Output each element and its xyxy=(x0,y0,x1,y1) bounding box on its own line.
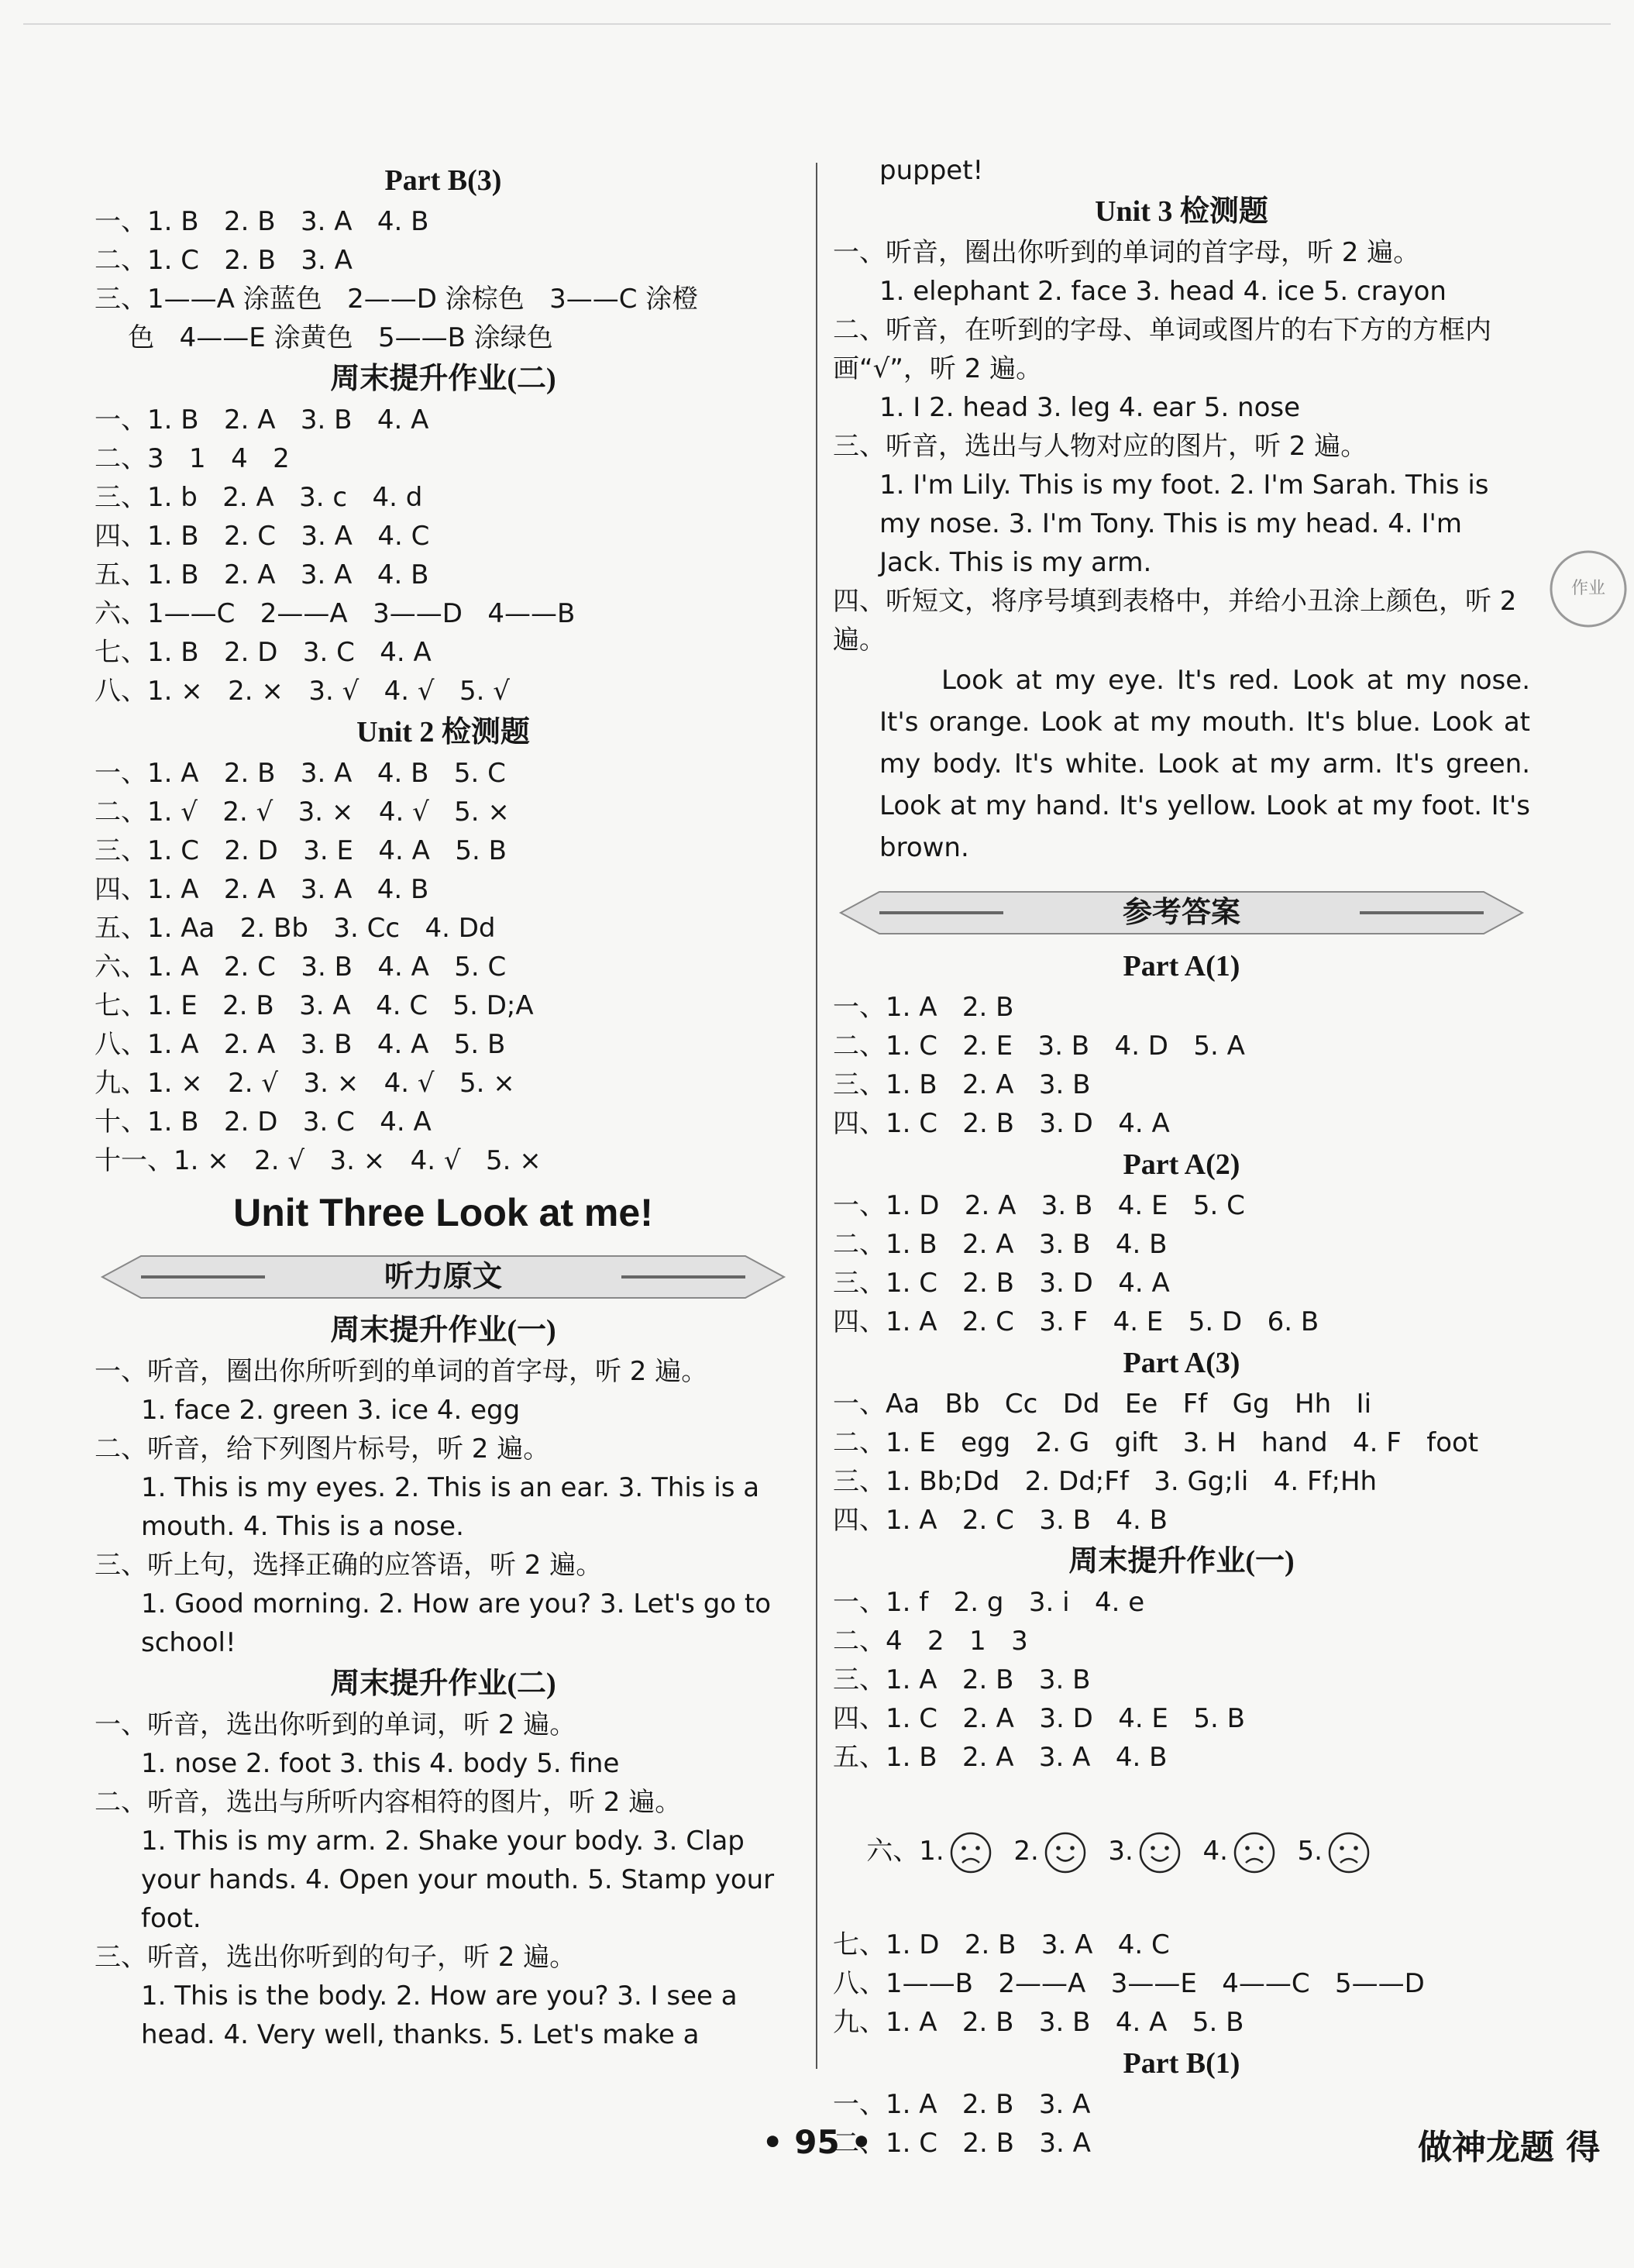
section-title: Unit 3 检测题 xyxy=(1095,195,1268,228)
answer-line: 一、Aa Bb Cc Dd Ee Ff Gg Hh Ii xyxy=(833,1389,1372,1420)
answer-line: 十一、1. × 2. √ 3. × 4. √ 5. × xyxy=(95,1145,542,1176)
answer-line: 二、1. B 2. A 3. B 4. B xyxy=(833,1229,1168,1260)
answer-line: 三、1. A 2. B 3. B xyxy=(833,1664,1091,1695)
answer-line: 五、1. B 2. A 3. A 4. B xyxy=(95,559,429,590)
transcript-passage: Look at my eye. It's red. Look at my nose. It's orange. Look at my mouth. It's blue. Look at my body. It's white. Look at my arm. It's green. Look at my hand. It's yellow. Look at my foot. It's brown. xyxy=(879,665,1530,863)
banner-label: 参考答案 xyxy=(1122,895,1240,929)
section-banner xyxy=(95,1248,792,1306)
section-title: 周末提升作业(一) xyxy=(330,1314,556,1347)
section-title: Part A(1) xyxy=(1123,950,1240,983)
answer-line: 一、1. A 2. B 3. A 4. B 5. C xyxy=(95,758,506,789)
transcript-line: 1. elephant 2. face 3. head 4. ice 5. crayon xyxy=(879,276,1447,307)
answer-line: 二、1. C 2. B 3. A xyxy=(833,2128,1091,2159)
page-top-rule xyxy=(23,23,1611,25)
answer-line: 六、1——C 2——A 3——D 4——B xyxy=(95,598,576,629)
question-line: 三、听音，选出与人物对应的图片，听 2 遍。 xyxy=(833,431,1367,462)
question-line: 一、听音，选出你听到的单词，听 2 遍。 xyxy=(95,1709,576,1740)
answer-line: 色 4——E 涂黄色 5——B 涂绿色 xyxy=(95,322,553,353)
answer-line: 二、4 2 1 3 xyxy=(833,1626,1028,1657)
transcript-line: 1. face 2. green 3. ice 4. egg xyxy=(141,1395,521,1426)
answer-line: 二、1. E egg 2. G gift 3. H hand 4. F foot xyxy=(833,1427,1479,1458)
answer-line: 二、3 1 4 2 xyxy=(95,443,290,474)
answer-line: 八、1. A 2. A 3. B 4. A 5. B xyxy=(95,1029,506,1060)
answer-line: 九、1. × 2. √ 3. × 4. √ 5. × xyxy=(95,1068,515,1099)
answer-line: 三、1. B 2. A 3. B xyxy=(833,1069,1091,1100)
face-number: 3. xyxy=(1108,1836,1133,1867)
answer-line: 二、1. √ 2. √ 3. × 4. √ 5. × xyxy=(95,797,510,828)
answer-line: 五、1. B 2. A 3. A 4. B xyxy=(833,1742,1168,1773)
section-title: 周末提升作业(二) xyxy=(330,1667,556,1700)
question-line: 二、听音，给下列图片标号，听 2 遍。 xyxy=(95,1433,550,1464)
homework-stamp-icon xyxy=(1542,542,1634,635)
transcript-line: 1. I 2. head 3. leg 4. ear 5. nose xyxy=(879,392,1301,423)
column-divider xyxy=(816,163,817,2069)
answer-line: 三、1——A 涂蓝色 2——D 涂棕色 3——C 涂橙 xyxy=(95,284,699,315)
question-line: 二、听音，在听到的字母、单词或图片的右下方的方框内画“√”，听 2 遍。 xyxy=(833,315,1491,384)
face-number: 4. xyxy=(1202,1836,1228,1867)
answer-line-faces xyxy=(833,1777,1530,1926)
left-column xyxy=(95,159,792,2054)
question-line: 三、听上句，选择正确的应答语，听 2 遍。 xyxy=(95,1550,603,1581)
answer-line: 四、1. A 2. C 3. F 4. E 5. D 6. B xyxy=(833,1306,1319,1337)
answer-line: 一、1. A 2. B xyxy=(833,992,1014,1023)
face-number: 5. xyxy=(1297,1836,1323,1867)
face-answers xyxy=(919,1836,1391,1867)
sad-face-icon xyxy=(949,1831,992,1874)
answer-line: 七、1. D 2. B 3. A 4. C xyxy=(833,1929,1170,1960)
answer-line: 四、1. A 2. C 3. B 4. B xyxy=(833,1505,1168,1536)
answer-line: 四、1. C 2. A 3. D 4. E 5. B xyxy=(833,1703,1245,1734)
question-line: 四、听短文，将序号填到表格中，并给小丑涂上颜色，听 2 遍。 xyxy=(833,586,1517,656)
answer-line: 七、1. B 2. D 3. C 4. A xyxy=(95,637,432,668)
answer-line: 二、1. C 2. B 3. A xyxy=(95,245,353,276)
transcript-line: 1. I'm Lily. This is my foot. 2. I'm Sarah. This is my nose. 3. I'm Tony. This is my head. 4. I'm Jack. This is my arm. xyxy=(879,470,1489,578)
transcript-line: 1. This is my arm. 2. Shake your body. 3. Clap your hands. 4. Open your mouth. 5. Stamp your foot. xyxy=(141,1826,775,1934)
transcript-line: 1. nose 2. foot 3. this 4. body 5. fine xyxy=(141,1748,620,1779)
page-number: • 95 • xyxy=(762,2123,872,2161)
section-title: Part A(2) xyxy=(1123,1148,1240,1181)
transcript-continuation: puppet! xyxy=(879,155,984,186)
answer-line: 二、1. C 2. E 3. B 4. D 5. A xyxy=(833,1031,1245,1062)
section-title: 周末提升作业(一) xyxy=(1068,1545,1295,1578)
answer-line: 四、1. A 2. A 3. A 4. B xyxy=(95,874,429,905)
section-title: Part B(1) xyxy=(1123,2047,1240,2080)
answer-line: 四、1. B 2. C 3. A 4. C xyxy=(95,521,430,552)
banner-label: 听力原文 xyxy=(384,1259,502,1293)
answer-line: 一、1. f 2. g 3. i 4. e xyxy=(833,1587,1145,1618)
transcript-line: 1. This is the body. 2. How are you? 3. I see a head. 4. Very well, thanks. 5. Let's make a xyxy=(141,1981,738,2050)
face-number: 2. xyxy=(1013,1836,1039,1867)
happy-face-icon xyxy=(1138,1831,1182,1874)
answer-line: 八、1. × 2. × 3. √ 4. √ 5. √ xyxy=(95,676,510,707)
answer-line: 三、1. C 2. D 3. E 4. A 5. B xyxy=(95,835,507,866)
answer-line: 六、1. A 2. C 3. B 4. A 5. C xyxy=(95,952,507,983)
answer-line: 三、1. C 2. B 3. D 4. A xyxy=(833,1268,1170,1299)
face-number: 1. xyxy=(919,1836,944,1867)
question-line: 二、听音，选出与所听内容相符的图片，听 2 遍。 xyxy=(95,1787,682,1818)
brand-footer: 做神龙题 得 xyxy=(1418,2128,1601,2167)
question-line: 一、听音，圈出你所听到的单词的首字母，听 2 遍。 xyxy=(95,1356,708,1387)
sad-face-icon xyxy=(1233,1831,1276,1874)
question-line: 三、听音，选出你听到的句子，听 2 遍。 xyxy=(95,1942,576,1973)
question-line: 一、听音，圈出你听到的单词的首字母，听 2 遍。 xyxy=(833,237,1420,268)
answer-line: 八、1——B 2——A 3——E 4——C 5——D xyxy=(833,1968,1425,1999)
section-title: Part A(3) xyxy=(1123,1347,1240,1379)
answer-line: 一、1. B 2. A 3. B 4. A xyxy=(95,404,429,435)
answer-line: 三、1. b 2. A 3. c 4. d xyxy=(95,482,423,513)
right-column xyxy=(833,155,1530,2163)
answer-line: 五、1. Aa 2. Bb 3. Cc 4. Dd xyxy=(95,913,496,944)
section-title: Unit 2 检测题 xyxy=(356,716,530,749)
section-title: 周末提升作业(二) xyxy=(330,363,556,395)
unit-title: Unit Three Look at me! xyxy=(233,1191,653,1234)
answer-line: 四、1. C 2. B 3. D 4. A xyxy=(833,1108,1170,1139)
happy-face-icon xyxy=(1044,1831,1087,1874)
answer-line: 十、1. B 2. D 3. C 4. A xyxy=(95,1106,432,1137)
answer-line: 三、1. Bb;Dd 2. Dd;Ff 3. Gg;Ii 4. Ff;Hh xyxy=(833,1466,1378,1497)
answer-line: 一、1. A 2. B 3. A xyxy=(833,2089,1091,2120)
answer-line: 九、1. A 2. B 3. B 4. A 5. B xyxy=(833,2007,1244,2038)
answer-prefix: 六、 xyxy=(866,1836,920,1867)
answer-line: 一、1. D 2. A 3. B 4. E 5. C xyxy=(833,1190,1245,1221)
transcript-line: 1. This is my eyes. 2. This is an ear. 3. This is a mouth. 4. This is a nose. xyxy=(141,1472,760,1542)
section-title: Part B(3) xyxy=(384,164,502,197)
transcript-line: 1. Good morning. 2. How are you? 3. Let's go to school! xyxy=(141,1588,772,1658)
answer-line: 七、1. E 2. B 3. A 4. C 5. D;A xyxy=(95,990,534,1021)
section-banner xyxy=(833,884,1530,941)
sad-face-icon xyxy=(1327,1831,1371,1874)
answer-line: 一、1. B 2. B 3. A 4. B xyxy=(95,206,429,237)
stamp-text: 作业 xyxy=(1570,579,1606,598)
